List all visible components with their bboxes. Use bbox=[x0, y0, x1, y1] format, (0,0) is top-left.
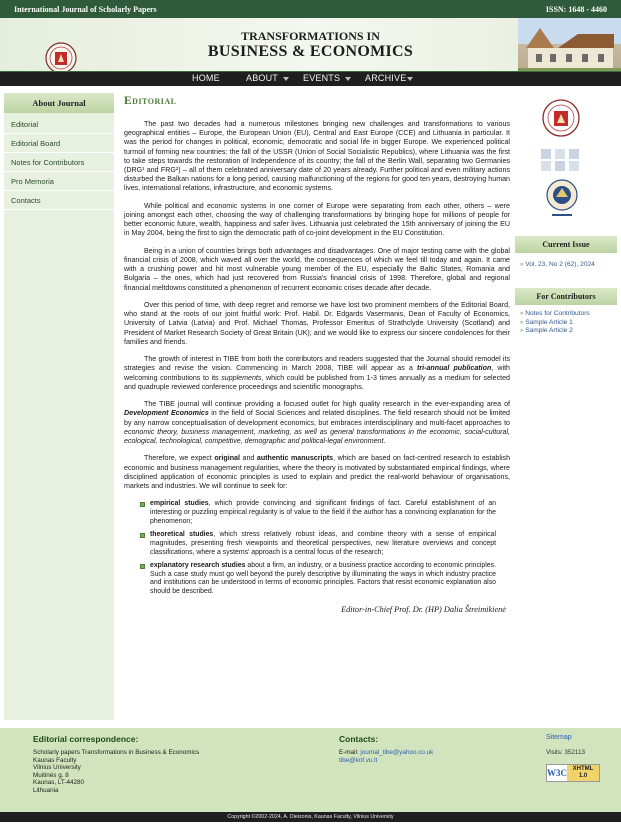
correspondence-block bbox=[33, 734, 199, 795]
contacts-title: Contacts: bbox=[339, 734, 379, 744]
correspondence-title: Editorial correspondence: bbox=[33, 734, 139, 744]
banner-title-line1: TRANSFORMATIONS IN bbox=[241, 29, 380, 43]
contributors-title: For Contributors bbox=[515, 288, 617, 305]
address-line: Scholarly papers Transformations in Business & Economics bbox=[33, 749, 200, 756]
page-title: Editorial bbox=[124, 95, 177, 107]
sitemap-link[interactable]: Sitemap bbox=[546, 734, 572, 741]
university-emblem-icon[interactable] bbox=[541, 97, 581, 139]
visit-counter: Visits: 352113 bbox=[546, 748, 585, 756]
sidebar-item-contacts[interactable]: Contacts bbox=[4, 191, 114, 210]
banner-title-line2: BUSINESS & ECONOMICS bbox=[207, 43, 414, 60]
list-item: empirical studies, which provide convincing and significant findings of fact. Careful establishment of an interesting or puzzling empirical regularity is of value to the field if the author has a convincing explanation for the phenomenon; bbox=[140, 500, 496, 527]
issn-label: ISSN: 1648 - 4460 bbox=[545, 4, 607, 14]
paragraph: Therefore, we expect original and authentic manuscripts, which are based on fact-centred research to establish economic and business management regularities, where the theory is motivated by substantiated empirical findings, where disciplined application of economic principles is used to explain and predict the real-world behaviour of organisations, markets and industries. We will continue to seek for: bbox=[124, 454, 511, 491]
sidebar-title: About Journal bbox=[4, 93, 114, 113]
sidebar-item-editorial-board[interactable]: Editorial Board bbox=[4, 134, 114, 153]
sidebar-item-notes-for-contributors[interactable]: Notes for Contributors bbox=[4, 153, 114, 172]
bullet-square-icon bbox=[140, 533, 145, 538]
building-photo bbox=[518, 18, 621, 75]
address-line: Muitinės g. 8 bbox=[33, 771, 69, 779]
paragraph: Over this period of time, with deep regret and remorse we have lost two prominent members of the Editorial Board, who stand at the roots of our joint fruitful work: Prof. Habil. Dr. Edgards Vasermanis, Dean of Faculty of Economics, University of Latvia (Latvia) and Prof. Michael Thomas, Professor Emeritus of Strathclyde University (Scotland) and President of Market Research Society of Great Britain (UK); and we would like to express our sincere condolences for their families and friends. bbox=[124, 301, 510, 346]
right-sidebar bbox=[515, 93, 617, 720]
left-sidebar bbox=[4, 93, 114, 720]
contributors-box bbox=[515, 288, 617, 336]
top-bar bbox=[0, 0, 621, 18]
list-item: theoretical studies, which stress relatively robust ideas, and combine theory with a sense of empirical magnitudes, presenting fresh viewpoints and theoretical perspectives, new literature overviews and concept classifications, where a systems' approach is a central focus of the research; bbox=[140, 531, 496, 558]
current-issue-box bbox=[515, 236, 617, 270]
chevron-down-icon bbox=[345, 77, 351, 81]
sidebar-item-pro-memoria[interactable]: Pro Memoria bbox=[4, 172, 114, 191]
paragraph: The growth of interest in TIBE from both the contributors and readers suggested that the Journal should remodel its strategies and revise the vision. Commencing in March 2008, TIBE will appear as a tri-annual publication, with welcoming contributions to its supplements, which could be published from 1-3 times annually as a medium for selected and quadruple reviewed conference proceedings and scientific monographs. bbox=[124, 355, 510, 391]
editor-signature: Editor-in-Chief Prof. Dr. (HP) Dalia Štreimikienė bbox=[341, 605, 506, 615]
nav-events[interactable]: EVENTS bbox=[303, 73, 341, 83]
contributors-link[interactable]: » Sample Article 2 bbox=[520, 327, 573, 334]
address-line: Kaunas Faculty bbox=[33, 756, 77, 764]
email-link[interactable]: tibe@knf.vu.lt bbox=[339, 756, 378, 764]
paragraph: While political and economic systems in one corner of Europe were separating from each other, others – were joining amongst each other, choosing the way of challenging transformations by bringing hope for millions of people for better economic future, wealth, happiness and safer lives. Lithuania just celebrated the 15th anniversary of joining the EU in May 2004, being the first to sign the democratic path of co-joint development in the EU Constitution. bbox=[124, 201, 510, 238]
chevron-down-icon bbox=[283, 77, 289, 81]
main-content bbox=[120, 93, 510, 720]
email-link[interactable]: journal_tibe@yahoo.co.uk bbox=[360, 749, 434, 756]
contacts-block bbox=[339, 734, 433, 764]
chevron-down-icon bbox=[407, 77, 413, 81]
current-issue-title: Current Issue bbox=[515, 236, 617, 253]
address-line: Vilnius University bbox=[33, 764, 81, 772]
email-row: E-mail: journal_tibe@yahoo.co.uk bbox=[339, 749, 434, 756]
w3c-logo: W3C bbox=[547, 768, 567, 778]
copyright-bar: Copyright ©2002-2024, A. Dieizonis, Kaunas Faculty, Vilnius University bbox=[0, 812, 621, 822]
xhtml-validator-badge[interactable]: W3C XHTML 1.0 bbox=[546, 764, 600, 782]
journal-name: International Journal of Scholarly Papers bbox=[14, 4, 157, 14]
site-info-block bbox=[546, 734, 585, 756]
contributors-link[interactable]: » Sample Article 1 bbox=[520, 318, 573, 326]
nav-home[interactable]: HOME bbox=[192, 73, 220, 83]
address-line: Kaunas, LT-44280 bbox=[33, 779, 84, 787]
paragraph: The TIBE journal will continue providing a focused outlet for high quality research in the ever-expanding area of Development Economics in the field of Social Sciences and related disciplines. The field research should not be limited by any narrow conceptualisation of development economics, but embraces interdisciplinary and multi-facet approaches to economic theory, business management, marketing, as well as general transformations in the economic, social-cultural, ecological, technological, competitive, demographic and political-legal environment. bbox=[124, 400, 510, 446]
nav-archive[interactable]: ARCHIVE bbox=[365, 73, 407, 83]
paragraph: The past two decades had a numerous milestones bringing new challenges and transformations to various geographical entities – Europe, the European Union (EU), Central and East Europe (CCE) and Lithuania in particular. It was the period for changes in political, economic, democratic and social life in bigger Europe. We experienced political turmoil of forming new countries: the fall of the USSR (Union of Social Socialistic Republics), where Lithuania was the first to take steps towards the restoration of Independence of its country; the fall of the Berlin Wall, separating two Germanies (DRG¹ and FRG²) – all of them celebrated anniversary date of 20 years already. Further political and even military actions disturbed the Balkan nations for a long period, causing malfunctioning of the regions for good ten years, destroying human lives, international relations, infrastructure, and economic systems. bbox=[124, 120, 510, 193]
contributors-link[interactable]: » Notes for Contributors bbox=[520, 310, 590, 317]
main-nav bbox=[0, 71, 621, 86]
paragraph: Being in a union of countries brings both advantages and disadvantages. One of major testing came with the global financial crisis of 2008, which waved all over the world, the consequences of which we feel till today and again. It came with a crushing power and hit most vulnerable young member of the EU, especially the Baltic States, Romania and Bulgaria – the ones, which had just recovered from Russia's financial crisis of 1998. Therefore, global and regional financial meltdowns constituted a phenomenon of recurrent economic crises decade after decade. bbox=[124, 246, 510, 292]
editorial-body bbox=[120, 120, 510, 615]
partner-seal-icon[interactable] bbox=[545, 178, 579, 220]
list-item: explanatory research studies about a firm, an industry, or a business practice according to economic principles. Such a case study must go well beyond the purely descriptive by illuminating the ways in which industry practice and institutions can be understood in terms of economic principles. Factors that resist economic explanation also should be described. bbox=[140, 562, 496, 598]
bullet-square-icon bbox=[140, 502, 145, 507]
bullet-square-icon bbox=[140, 564, 145, 569]
current-issue-link[interactable]: » Vol. 23, No 2 (62), 2024 bbox=[520, 261, 595, 268]
address-line: Lithuania bbox=[33, 786, 59, 794]
site-footer bbox=[0, 728, 621, 812]
research-types-list bbox=[140, 500, 510, 597]
faculty-logo-icon[interactable] bbox=[539, 147, 583, 173]
sidebar-item-editorial[interactable]: Editorial bbox=[4, 115, 114, 134]
nav-about[interactable]: ABOUT bbox=[246, 73, 279, 83]
